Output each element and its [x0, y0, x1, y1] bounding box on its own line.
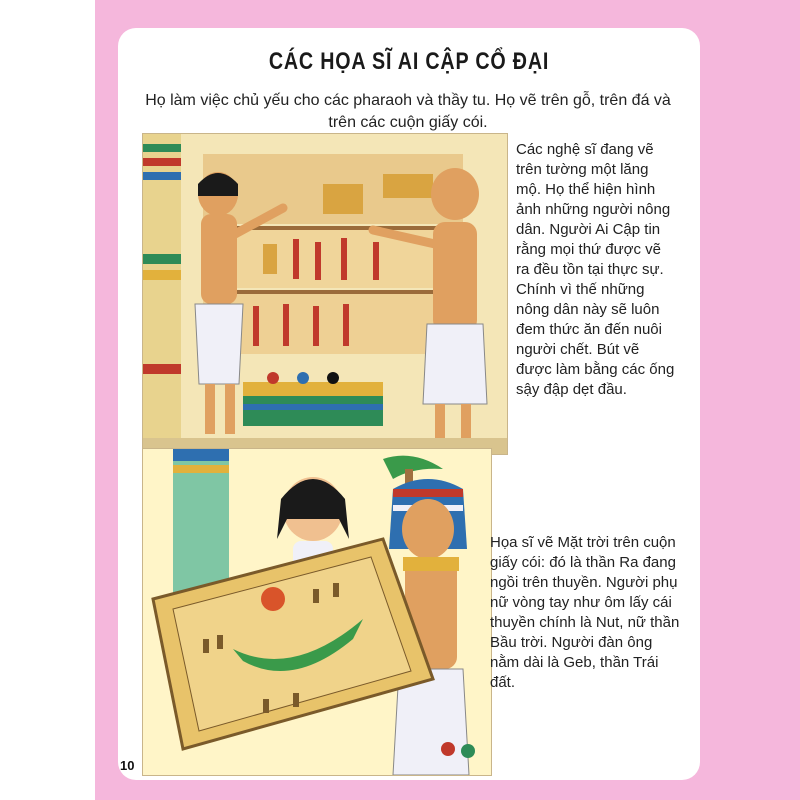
- tomb-wall-painters-illustration: [142, 133, 508, 455]
- page-number: 10: [120, 758, 135, 773]
- paragraph-tomb-painters: Các nghệ sĩ đang vẽ trên tường một lăng mộ. Họ thể hiện hình ảnh những người nông dân. Người Ai Cập tin rằng mọi thứ được vẽ ra đều tồn tại thực sự. Chính vì thế những nông dân này sẽ luôn đem thức ăn đến nuôi người chết. Bút vẽ được làm bằng các ống sậy đập dẹt đầu.: [516, 141, 675, 398]
- intro-text: Họ làm việc chủ yếu cho các pharaoh và thầy tu. Họ vẽ trên gỗ, trên đá và trên các cuộn giấy cói.: [145, 92, 671, 131]
- papyrus-painting-illustration: [142, 448, 492, 776]
- book-page: [118, 28, 700, 780]
- paragraph-papyrus-painting: Họa sĩ vẽ Mặt trời trên cuộn giấy cói: đó là thần Ra đang ngồi trên thuyền. Người phụ nữ vòng tay như ôm lấy cái thuyền chính là Nut, nữ thần Bầu trời. Người đàn ông nằm dài là Geb, thần Trái đất.: [490, 534, 680, 691]
- page-title: CÁC HỌA SĨ AI CẬP CỔ ĐẠI: [268, 48, 550, 75]
